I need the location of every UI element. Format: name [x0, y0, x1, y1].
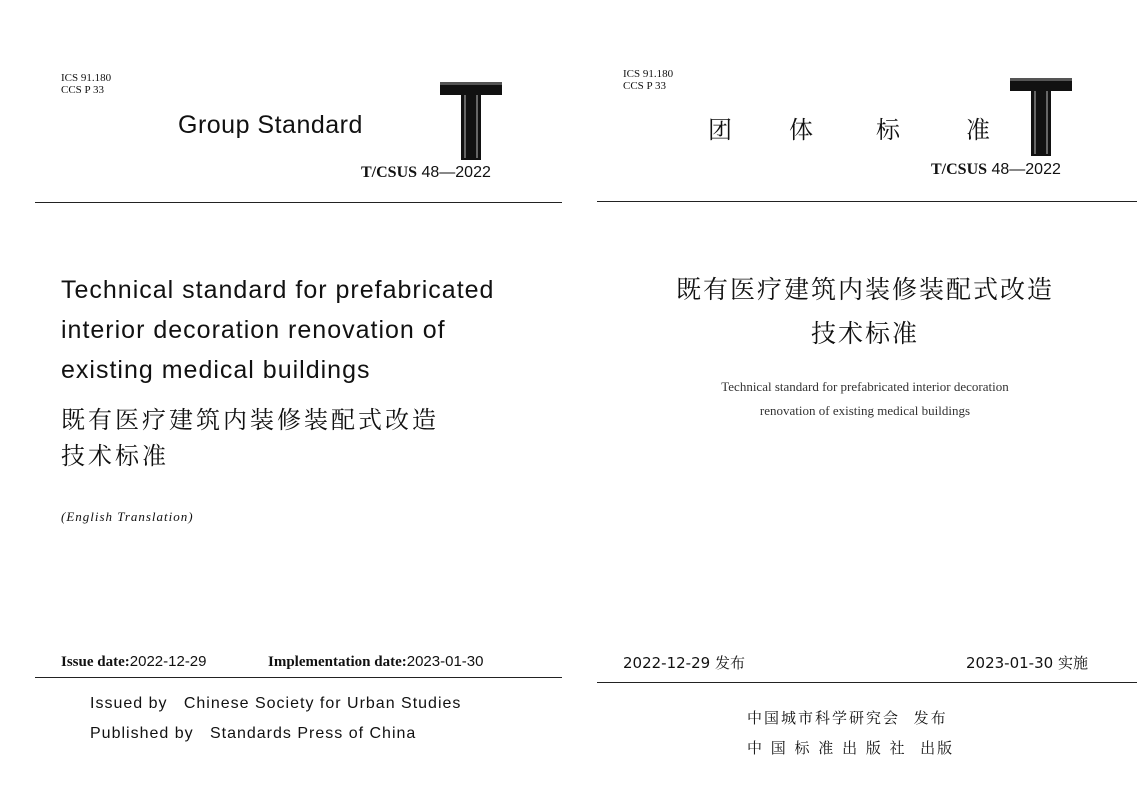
- issuer-name: Chinese Society for Urban Studies: [183, 695, 462, 712]
- publisher-name: 中 国 标 准 出 版 社: [747, 739, 907, 757]
- chinese-title: [61, 402, 439, 474]
- english-subtitle: [615, 375, 1115, 423]
- issuer-name: 中国城市科学研究会: [747, 709, 901, 727]
- footer-divider: [35, 677, 562, 678]
- standard-type-label: Group Standard: [178, 111, 363, 139]
- classification-codes: [61, 72, 111, 96]
- issue-date: 2022-12-29: [129, 653, 207, 670]
- standard-code: [931, 161, 1061, 179]
- type-char: 准: [966, 116, 990, 144]
- issue-date-row: [61, 653, 207, 671]
- english-subtitle-line: renovation of existing medical buildings: [759, 403, 971, 418]
- chinese-title-line: 既有医疗建筑内装修装配式改造: [61, 406, 439, 434]
- english-title-line: existing medical buildings: [61, 356, 371, 384]
- translation-note: (English Translation): [61, 509, 194, 524]
- standard-code: [361, 164, 491, 182]
- chinese-cover-page: [575, 0, 1147, 802]
- issued-by-line: [90, 689, 461, 719]
- published-by-line: [90, 719, 461, 749]
- type-char: 团: [708, 116, 732, 144]
- t-standard-logo: [1010, 76, 1072, 156]
- chinese-title-line: 技术标准: [61, 442, 169, 470]
- t-standard-logo: [440, 80, 502, 160]
- chinese-title-line: 既有医疗建筑内装修装配式改造: [675, 275, 1054, 304]
- implementation-date: 2023-01-30: [406, 653, 484, 670]
- standard-code-prefix: T/CSUS: [361, 164, 418, 181]
- issuer-block: [90, 689, 461, 749]
- classification-codes: [623, 68, 673, 92]
- standard-code-number: 48—2022: [991, 161, 1061, 178]
- standard-code-number: 48—2022: [421, 164, 491, 181]
- issuer-line: [747, 703, 954, 733]
- header-divider: [597, 201, 1137, 202]
- english-title-line: Technical standard for prefabricated: [61, 276, 495, 304]
- issue-date: 2022-12-29 发布: [623, 654, 745, 672]
- type-char: 体: [789, 116, 813, 144]
- ics-code: ICS 91.180: [61, 72, 112, 84]
- standard-code-prefix: T/CSUS: [931, 161, 988, 178]
- english-subtitle-line: Technical standard for prefabricated interior decoration: [721, 379, 1009, 394]
- ics-code: ICS 91.180: [623, 68, 674, 80]
- ccs-code: CCS P 33: [61, 84, 105, 96]
- issuer-block: [747, 703, 954, 763]
- published-by-label: Published by: [90, 725, 194, 742]
- issued-by-label: Issued by: [90, 695, 168, 712]
- issuer-action: 发布: [913, 709, 948, 727]
- issue-date-label: Issue date:: [61, 654, 130, 670]
- footer-divider: [597, 682, 1137, 683]
- english-title-line: interior decoration renovation of: [61, 316, 446, 344]
- publisher-name: Standards Press of China: [209, 725, 417, 742]
- type-char: 标: [876, 116, 900, 144]
- implementation-date: 2023-01-30 实施: [966, 654, 1088, 672]
- implementation-date-row: [268, 653, 483, 671]
- english-title: [61, 270, 494, 390]
- chinese-title-line: 技术标准: [810, 319, 919, 348]
- header-divider: [35, 202, 562, 203]
- chinese-title: [615, 268, 1115, 356]
- implementation-date-label: Implementation date:: [268, 654, 407, 670]
- ccs-code: CCS P 33: [623, 80, 667, 92]
- publisher-line: [747, 733, 954, 763]
- publisher-action: 出版: [920, 739, 955, 757]
